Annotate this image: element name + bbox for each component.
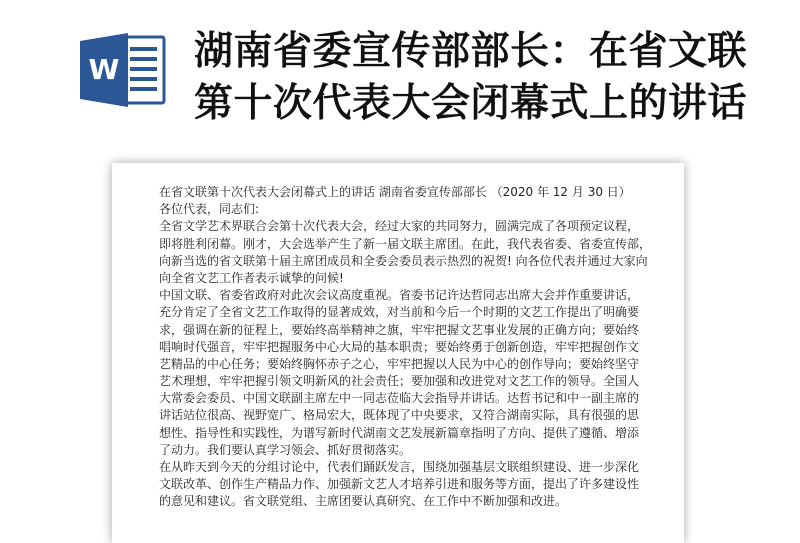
- document-line: 在从昨天到今天的分组讨论中，代表们踊跃发言，围绕加强基层文联组织建设、进一步深化: [159, 460, 640, 474]
- document-line: 各位代表，同志们:: [159, 202, 260, 217]
- document-line: 文联改革、创作生产精品力作、加强新文艺人才培养引进和服务等方面，提出了许多建设性: [159, 477, 640, 492]
- document-line: 想性、指导性和实践性，为谱写新时代湖南文艺发展新篇章指明了方向、提供了遵循、增添: [159, 425, 640, 440]
- document-line: 艺术理想，牢牢把握引领文明新风的社会责任；要加强和改进党对文艺工作的领导。全国人: [159, 374, 640, 389]
- document-line: 充分肯定了全省文艺工作取得的显著成效，对当前和今后一个时期的文艺工作提出了明确要: [159, 305, 640, 320]
- document-heading-line: 在省文联第十次代表大会闭幕式上的讲话 湖南省委宣传部部长 （2020 年 12 月 30 日）: [159, 185, 631, 199]
- title-line-2: 第十次代表大会闭幕式上的讲话: [194, 81, 748, 126]
- document-line: 艺精品的中心任务；要始终胸怀赤子之心，牢牢把握以人民为中心的创作导向；要始终坚守: [159, 356, 640, 371]
- document-page-preview: [112, 163, 684, 543]
- document-line: 求，强调在新的征程上，要始终高举精神之旗，牢牢把握文艺事业发展的正确方向；要始终: [159, 322, 640, 337]
- document-line: 全省文学艺术界联合会第十次代表大会，经过大家的共同努力，圆满完成了各项预定议程，: [159, 219, 640, 234]
- header: [0, 0, 800, 150]
- document-line: 向全省文艺工作者表示诚挚的问候!: [159, 270, 344, 285]
- word-document-icon: [78, 33, 170, 107]
- document-line: 即将胜利闭幕。刚才，大会选举产生了新一届文联主席团。在此，我代表省委、省委宣传部，: [159, 236, 652, 251]
- document-line: 中国文联、省委省政府对此次会议高度重视。省委书记许达哲同志出席大会并作重要讲话，: [159, 288, 640, 303]
- document-line: 讲话站位很高、视野宽广、格局宏大，既体现了中央要求，又符合湖南实际，具有很强的思: [159, 408, 640, 423]
- title-line-1: 湖南省委宣传部部长：在省文联: [194, 29, 748, 74]
- document-line: 的意见和建议。省文联党组、主席团要认真研究、在工作中不断加强和改进。: [159, 494, 568, 509]
- page-title: [194, 26, 794, 130]
- document-line: 唱响时代强音，牢牢把握服务中心大局的基本职责；要始终勇于创新创造，牢牢把握创作文: [159, 339, 640, 354]
- word-logo-letter: W: [88, 53, 120, 86]
- document-line: 了动力。我们要认真学习领会、抓好贯彻落实。: [159, 442, 412, 457]
- document-body: [159, 184, 659, 511]
- document-line: 向新当选的省文联第十届主席团成员和全委会委员表示热烈的祝贺! 向各位代表并通过大家向: [159, 253, 648, 268]
- document-line: 大常委会委员、中国文联副主席左中一同志莅临大会指导并讲话。达哲书记和中一副主席的: [159, 391, 640, 406]
